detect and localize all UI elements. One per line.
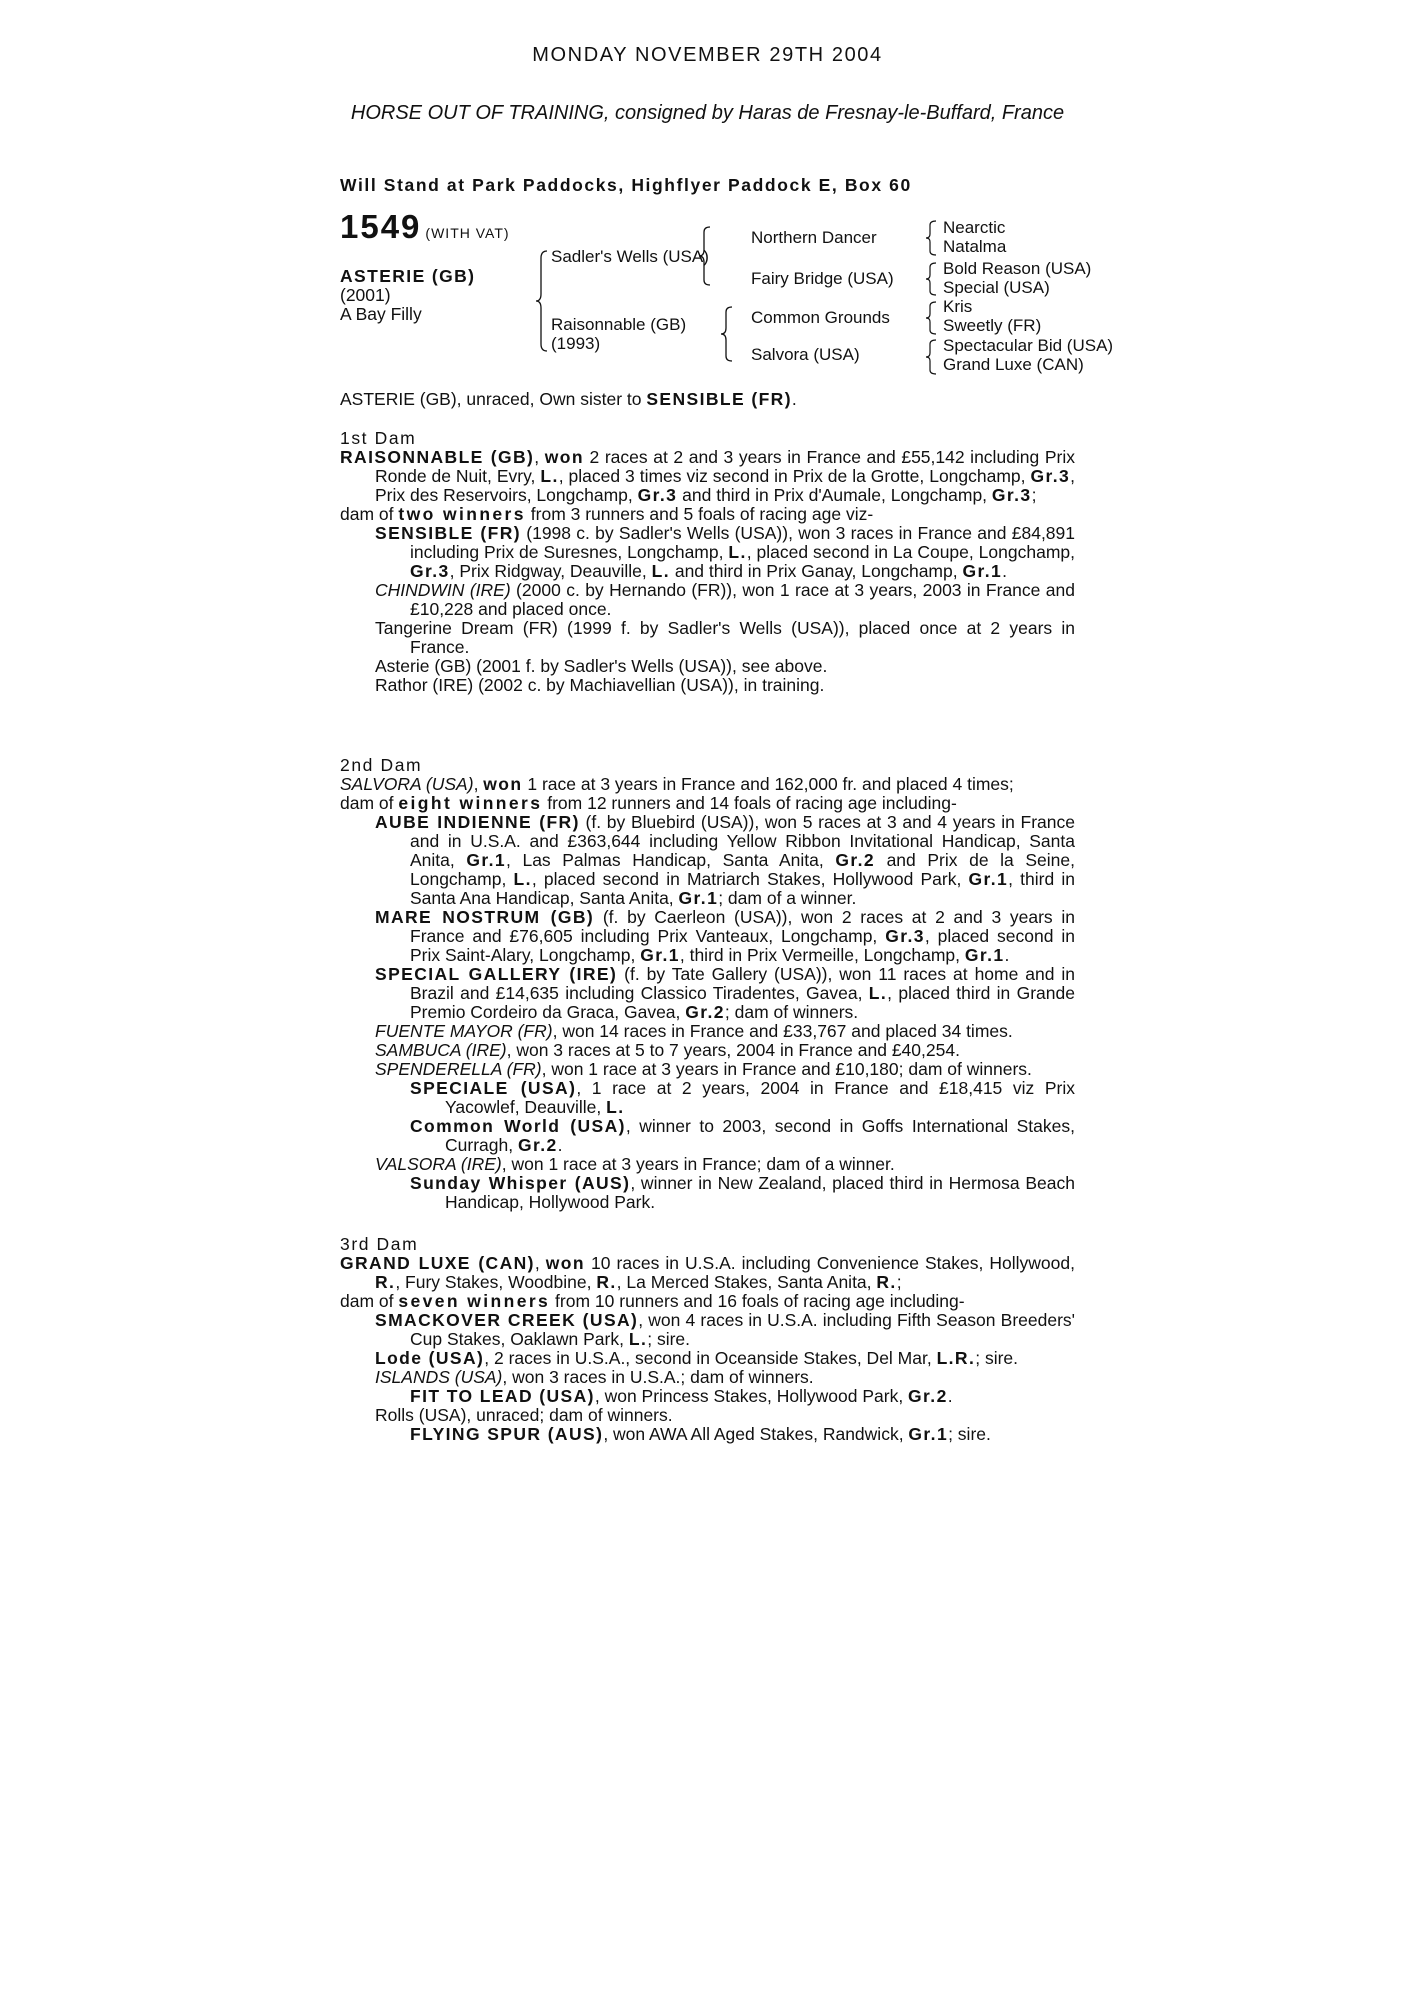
- entry-text: and third in Prix d'Aumale, Longchamp,: [677, 485, 992, 505]
- pedigree-brace-sire: [698, 226, 712, 286]
- entry-text: 2 races at 2 and 3 years in France and £55,142 including Prix Ronde de Nuit, Evry,: [375, 447, 1075, 486]
- pedigree-entry: [340, 1174, 1075, 1212]
- pedigree-entry: [340, 1368, 1075, 1387]
- entry-text: FUENTE MAYOR (FR): [375, 1021, 553, 1041]
- entry-text: (1998 c. by Sadler's Wells (USA)), won 3 races in France and £84,891 including Prix de Suresnes, Longchamp,: [410, 523, 1076, 562]
- entry-text: GRAND LUXE (CAN): [340, 1253, 535, 1273]
- pedigree-entry: [340, 1425, 1075, 1444]
- entry-text: , third in Santa Ana Handicap, Santa Anita,: [410, 869, 1076, 908]
- pedigree-entry: [340, 1155, 1075, 1174]
- entry-text: VALSORA (IRE): [375, 1154, 502, 1174]
- entry-text: L.: [651, 561, 670, 581]
- entry-text: .: [557, 1135, 563, 1155]
- pedigree-brace-g1: [925, 220, 937, 256]
- entry-text: FIT TO LEAD (USA): [410, 1386, 595, 1406]
- pedigree-entry: [340, 1406, 1075, 1425]
- pedigree-ggd-1: Natalma: [943, 237, 1007, 256]
- entry-text: ; sire.: [647, 1329, 691, 1349]
- entry-text: dam of: [340, 504, 399, 524]
- pedigree-sire-dam: Fairy Bridge (USA): [751, 269, 894, 288]
- pedigree-entry: [340, 1349, 1075, 1368]
- entry-text: and third in Prix Ganay, Longchamp,: [669, 561, 963, 581]
- entry-text: Rolls (USA), unraced; dam of winners.: [375, 1405, 673, 1425]
- sibling-note: [340, 390, 797, 409]
- entry-text: Gr.3: [637, 485, 678, 505]
- entry-text: , won 4 races in U.S.A. including Fifth Season Breeders' Cup Stakes, Oaklawn Park,: [410, 1310, 1075, 1349]
- second-dam-section: [340, 756, 1075, 1212]
- entry-text: seven winners: [398, 1291, 551, 1311]
- entry-text: two winners: [398, 504, 526, 524]
- entry-text: , placed second in Prix Saint-Alary, Longchamp,: [410, 926, 1075, 965]
- entry-text: SAMBUCA (IRE): [375, 1040, 507, 1060]
- entry-text: (f. by Bluebird (USA)), won 5 races at 3 and 4 years in France and in U.S.A. and £363,644 including Yellow Ribbon Invitational Handicap, Santa Anita,: [410, 812, 1076, 870]
- entry-text: , placed third in Grande Premio Cordeiro da Graca, Gavea,: [410, 983, 1075, 1022]
- first-dam-section: [340, 429, 1075, 695]
- entry-text: won: [483, 774, 523, 794]
- entry-text: , won 3 races in U.S.A.; dam of winners.: [502, 1367, 814, 1387]
- stabling-location: Will Stand at Park Paddocks, Highflyer Paddock E, Box 60: [340, 175, 912, 195]
- pedigree-ggs-3: Kris: [943, 297, 973, 316]
- first-dam-heading: 1st Dam: [340, 428, 417, 448]
- entry-text: L.: [728, 542, 747, 562]
- sibling-note-text: ASTERIE (GB), unraced, Own sister to: [340, 389, 642, 409]
- horse-description: A Bay Filly: [340, 304, 422, 324]
- entry-text: ; sire.: [975, 1348, 1019, 1368]
- entry-text: .: [1004, 945, 1010, 965]
- entry-text: Gr.2: [685, 1002, 725, 1022]
- entry-text: , won 1 race at 3 years in France and £10,180; dam of winners.: [541, 1059, 1032, 1079]
- entry-text: .: [1002, 561, 1007, 581]
- pedigree-dam-dam: Salvora (USA): [751, 345, 860, 364]
- entry-text: , Prix Ridgway, Deauville,: [449, 561, 652, 581]
- entry-text: ,: [473, 774, 484, 794]
- entry-text: Rathor (IRE) (2002 c. by Machiavellian (USA)), in training.: [375, 675, 825, 695]
- entry-text: R.: [596, 1272, 617, 1292]
- pedigree-ggs-1: Nearctic: [943, 218, 1006, 237]
- pedigree-brace-g3: [925, 301, 937, 335]
- entry-text: ,: [534, 447, 545, 467]
- entry-text: L.: [868, 983, 888, 1003]
- entry-text: , 1 race at 2 years, 2004 in France and £18,415 viz Prix Yacowlef, Deauville,: [445, 1078, 1075, 1117]
- entry-text: from 10 runners and 16 foals of racing age including-: [550, 1291, 965, 1311]
- entry-text: Lode (USA): [375, 1348, 485, 1368]
- pedigree-ggd-2: Special (USA): [943, 278, 1050, 297]
- entry-text: ; sire.: [948, 1424, 991, 1444]
- pedigree-entry: [340, 524, 1075, 581]
- entry-text: Gr.1: [678, 888, 719, 908]
- entry-text: Gr.2: [835, 850, 875, 870]
- pedigree-brace-main: [535, 250, 549, 352]
- pedigree-entry: [340, 657, 1075, 676]
- entry-text: , Prix des Reservoirs, Longchamp,: [375, 466, 1076, 505]
- entry-text: ,: [534, 1253, 546, 1273]
- second-dam-entries: [340, 775, 1075, 1212]
- entry-text: RAISONNABLE (GB): [340, 447, 535, 467]
- entry-text: , third in Prix Vermeille, Longchamp,: [679, 945, 965, 965]
- entry-text: , La Merced Stakes, Santa Anita,: [616, 1272, 877, 1292]
- entry-text: Gr.1: [968, 869, 1009, 889]
- pedigree-dam-sire: Common Grounds: [751, 308, 890, 327]
- pedigree-entry: [340, 908, 1075, 965]
- entry-text: R.: [876, 1272, 897, 1292]
- entry-text: SENSIBLE (FR): [375, 523, 521, 543]
- third-dam-heading: 3rd Dam: [340, 1234, 419, 1254]
- entry-text: (f. by Caerleon (USA)), won 2 races at 2 and 3 years in France and £76,605 including Prix Vanteaux, Longchamp,: [410, 907, 1076, 946]
- horse-details: [340, 267, 475, 324]
- entry-text: FLYING SPUR (AUS): [410, 1424, 604, 1444]
- pedigree-entry: [340, 505, 1075, 524]
- entry-text: Gr.3: [885, 926, 925, 946]
- sibling-note-horse: SENSIBLE (FR): [646, 389, 792, 409]
- entry-text: , placed second in Matriarch Stakes, Hollywood Park,: [531, 869, 969, 889]
- pedigree-entry: [340, 448, 1075, 505]
- entry-text: Common World (USA): [410, 1116, 626, 1136]
- entry-text: ISLANDS (USA): [375, 1367, 503, 1387]
- entry-text: , won 14 races in France and £33,767 and placed 34 times.: [552, 1021, 1013, 1041]
- entry-text: Gr.3: [1030, 466, 1071, 486]
- entry-text: Gr.3: [410, 561, 450, 581]
- entry-text: from 12 runners and 14 foals of racing age including-: [542, 793, 957, 813]
- pedigree-entry: [340, 1387, 1075, 1406]
- entry-text: won: [544, 447, 584, 467]
- entry-text: Gr.2: [517, 1135, 558, 1155]
- pedigree-entry: [340, 676, 1075, 695]
- first-dam-entries: [340, 448, 1075, 695]
- entry-text: SMACKOVER CREEK (USA): [375, 1310, 639, 1330]
- entry-text: , won Princess Stakes, Hollywood Park,: [594, 1386, 909, 1406]
- entry-text: eight winners: [398, 793, 543, 813]
- entry-text: MARE NOSTRUM (GB): [375, 907, 595, 927]
- entry-text: SALVORA (USA): [340, 774, 474, 794]
- pedigree-entry: [340, 1292, 1075, 1311]
- entry-text: L.: [628, 1329, 648, 1349]
- entry-text: ;: [1031, 485, 1037, 505]
- entry-text: Gr.1: [908, 1424, 949, 1444]
- entry-text: , Las Palmas Handicap, Santa Anita,: [506, 850, 836, 870]
- pedigree-entry: [340, 1311, 1075, 1349]
- third-dam-section: [340, 1235, 1075, 1444]
- entry-text: Tangerine Dream (FR) (1999 f. by Sadler's Wells (USA)), placed once at 2 years in France.: [375, 618, 1075, 657]
- entry-text: SPECIALE (USA): [410, 1078, 577, 1098]
- pedigree-entry: [340, 1079, 1075, 1117]
- entry-text: Gr.3: [991, 485, 1032, 505]
- entry-text: R.: [375, 1272, 396, 1292]
- entry-text: AUBE INDIENNE (FR): [375, 812, 580, 832]
- vat-label: (WITH VAT): [425, 225, 510, 241]
- entry-text: (f. by Tate Gallery (USA)), won 11 races at home and in Brazil and £14,635 including Classico Tiradentes, Gavea,: [410, 964, 1075, 1003]
- entry-text: Gr.1: [964, 945, 1005, 965]
- pedigree-entry: [340, 813, 1075, 908]
- entry-text: 10 races in U.S.A. including Convenience Stakes, Hollywood,: [585, 1253, 1075, 1273]
- entry-text: Gr.1: [962, 561, 1003, 581]
- entry-text: , 2 races in U.S.A., second in Oceanside Stakes, Del Mar,: [484, 1348, 937, 1368]
- pedigree-dam-name: Raisonnable (GB): [551, 315, 687, 334]
- entry-text: won: [545, 1253, 585, 1273]
- sibling-note-end: .: [791, 389, 797, 409]
- pedigree-entry: [340, 619, 1075, 657]
- entry-text: , won 3 races at 5 to 7 years, 2004 in France and £40,254.: [506, 1040, 960, 1060]
- pedigree-entry: [340, 581, 1075, 619]
- entry-text: Asterie (GB) (2001 f. by Sadler's Wells (USA)), see above.: [375, 656, 828, 676]
- pedigree-entry: [340, 1022, 1075, 1041]
- entry-text: ;: [896, 1272, 902, 1292]
- entry-text: Sunday Whisper (AUS): [410, 1173, 631, 1193]
- entry-text: (2000 c. by Hernando (FR)), won 1 race at 3 years, 2003 in France and £10,228 and placed once.: [410, 580, 1075, 619]
- lot-header: [340, 208, 510, 245]
- lot-number: 1549: [340, 208, 422, 245]
- pedigree-brace-g4: [925, 339, 937, 375]
- entry-text: Gr.1: [640, 945, 680, 965]
- third-dam-entries: [340, 1254, 1075, 1444]
- entry-text: , won AWA All Aged Stakes, Randwick,: [603, 1424, 909, 1444]
- entry-text: , won 1 race at 3 years in France; dam of a winner.: [501, 1154, 895, 1174]
- entry-text: L.: [606, 1097, 625, 1117]
- pedigree-entry: [340, 794, 1075, 813]
- pedigree-ggd-4: Grand Luxe (CAN): [943, 355, 1084, 374]
- pedigree-ggd-3: Sweetly (FR): [943, 316, 1042, 335]
- pedigree-ggs-4: Spectacular Bid (USA): [943, 336, 1114, 355]
- pedigree-entry: [340, 1060, 1075, 1079]
- pedigree-entry: [340, 965, 1075, 1022]
- pedigree-entry: [340, 1254, 1075, 1292]
- entry-text: Gr.1: [466, 850, 506, 870]
- second-dam-heading: 2nd Dam: [340, 755, 423, 775]
- entry-text: L.: [540, 466, 559, 486]
- pedigree-entry: [340, 1117, 1075, 1155]
- entry-text: .: [947, 1386, 953, 1406]
- foaling-year: (2001): [340, 285, 391, 305]
- pedigree-brace-g2: [925, 262, 937, 296]
- pedigree-entry: [340, 775, 1075, 794]
- sale-date: MONDAY NOVEMBER 29TH 2004: [532, 44, 883, 66]
- pedigree-entry: [340, 1041, 1075, 1060]
- consignment-line: HORSE OUT OF TRAINING, consigned by Haras de Fresnay-le-Buffard, France: [350, 102, 1065, 124]
- entry-text: dam of: [340, 793, 399, 813]
- pedigree-ggs-2: Bold Reason (USA): [943, 259, 1092, 278]
- pedigree-sire: Sadler's Wells (USA): [551, 247, 709, 266]
- horse-name: ASTERIE (GB): [340, 266, 476, 286]
- entry-text: ; dam of winners.: [724, 1002, 859, 1022]
- entry-text: SPECIAL GALLERY (IRE): [375, 964, 618, 984]
- entry-text: SPENDERELLA (FR): [375, 1059, 542, 1079]
- entry-text: dam of: [340, 1291, 399, 1311]
- entry-text: , placed second in La Coupe, Longchamp,: [746, 542, 1075, 562]
- pedigree-dam-year: (1993): [551, 334, 601, 353]
- pedigree-dam: [551, 315, 686, 353]
- entry-text: Gr.2: [908, 1386, 948, 1406]
- pedigree-sire-sire: Northern Dancer: [751, 228, 877, 247]
- entry-text: 1 race at 3 years in France and 162,000 fr. and placed 4 times;: [522, 774, 1014, 794]
- entry-text: L.R.: [936, 1348, 976, 1368]
- pedigree-brace-dam: [720, 306, 734, 362]
- entry-text: L.: [513, 869, 532, 889]
- entry-text: from 3 runners and 5 foals of racing age viz-: [525, 504, 874, 524]
- entry-text: , placed 3 times viz second in Prix de la Grotte, Longchamp,: [558, 466, 1031, 486]
- entry-text: ; dam of a winner.: [718, 888, 857, 908]
- entry-text: , Fury Stakes, Woodbine,: [395, 1272, 597, 1292]
- entry-text: , winner to 2003, second in Goffs International Stakes, Curragh,: [445, 1116, 1076, 1155]
- entry-text: and Prix de la Seine, Longchamp,: [410, 850, 1075, 889]
- entry-text: CHINDWIN (IRE): [375, 580, 511, 600]
- entry-text: , winner in New Zealand, placed third in Hermosa Beach Handicap, Hollywood Park.: [445, 1173, 1075, 1212]
